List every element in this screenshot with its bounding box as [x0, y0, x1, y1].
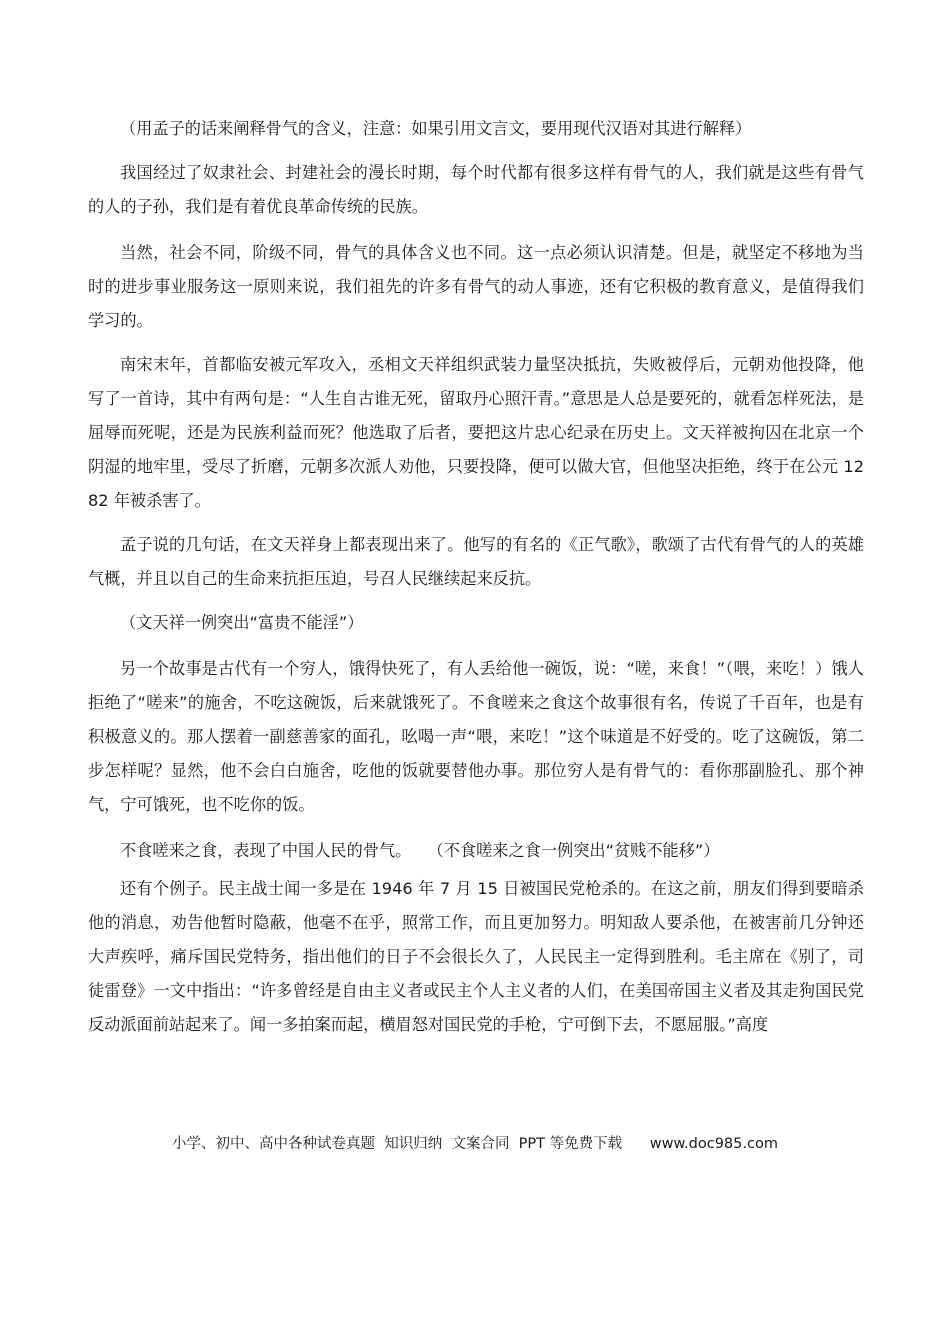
- paragraph-note-poverty: 不食嗟来之食，表现了中国人民的骨气。 （不食嗟来之食一例突出“贫贱不能移”）: [120, 841, 720, 860]
- paragraph-jielai-story: 另一个故事是古代有一个穷人，饿得快死了，有人丢给他一碗饭，说：“嗟，来食！”（喂，来吃！）饿人拒绝了“嗟来”的施舍，不吃这碗饭，后来就饿死了。不食嗟来之食这个故事很有名，传说了千百年，也是有积极意义的。那人摆着一副慈善家的面孔，吆喝一声“喂，来吃！”这个味道是不好受的。吃了这碗饭，第二步怎样呢？显然，他不会白白施舍，吃他的饭就要替他办事。那位穷人是有骨气的：看你那副脸孔、那个神气，宁可饿死，也不吃你的饭。: [88, 659, 864, 814]
- paragraph-history: 我国经过了奴隶社会、封建社会的漫长时期，每个时代都有很多这样有骨气的人，我们就是这些有骨气的人的子孙，我们是有着优良革命传统的民族。: [88, 163, 864, 216]
- paragraph-wen-tianxiang: 南宋末年，首都临安被元军攻入，丞相文天祥组织武装力量坚决抵抗，失败被俘后，元朝劝他投降，他写了一首诗，其中有两句是：“人生自古谁无死，留取丹心照汗青。”意思是人总是要死的，就看怎样死法，是屈辱而死呢，还是为民族利益而死？他选取了后者，要把这片忠心纪录在历史上。文天祥被拘囚在北京一个阴湿的地牢里，受尽了折磨，元朝多次派人劝他，只要投降，便可以做大官，但他坚决拒绝，终于在公元 1282 年被杀害了。: [88, 355, 864, 510]
- paragraph-note-wealth: （文天祥一例突出“富贵不能淫”）: [120, 613, 364, 632]
- paragraph-social-difference: 当然，社会不同，阶级不同，骨气的具体含义也不同。这一点必须认识清楚。但是，就坚定不移地为当时的进步事业服务这一原则来说，我们祖先的许多有骨气的动人事迹，还有它积极的教育意义，是值得我们学习的。: [88, 243, 864, 330]
- page-footer: 小学、初中、高中各种试卷真题 知识归纳 文案合同 PPT 等免费下载 www.doc985.com: [172, 1136, 778, 1152]
- paragraph-mencius-note: （用孟子的话来阐释骨气的含义，注意：如果引用文言文，要用现代汉语对其进行解释）: [120, 119, 752, 138]
- paragraph-wen-yiduo: 还有个例子。民主战士闻一多是在 1946 年 7 月 15 日被国民党枪杀的。在这之前，朋友们得到要暗杀他的消息，劝告他暂时隐蔽，他毫不在乎，照常工作，而且更加努力。明知敌人要杀他，在被害前几分钟还大声疾呼，痛斥国民党特务，指出他们的日子不会很长久了，人民民主一定得到胜利。毛主席在《别了，司徒雷登》一文中指出：“许多曾经是自由主义者或民主个人主义者的人们，在美国帝国主义者及其走狗国民党反动派面前站起来了。闻一多拍案而起，横眉怒对国民党的手枪，宁可倒下去，不愿屈服。”高度: [88, 879, 864, 1034]
- paragraph-zhengqige: 孟子说的几句话，在文天祥身上都表现出来了。他写的有名的《正气歌》，歌颂了古代有骨气的人的英雄气概，并且以自己的生命来抗拒压迫，号召人民继续起来反抗。: [88, 535, 864, 588]
- document-body: [88, 112, 864, 1042]
